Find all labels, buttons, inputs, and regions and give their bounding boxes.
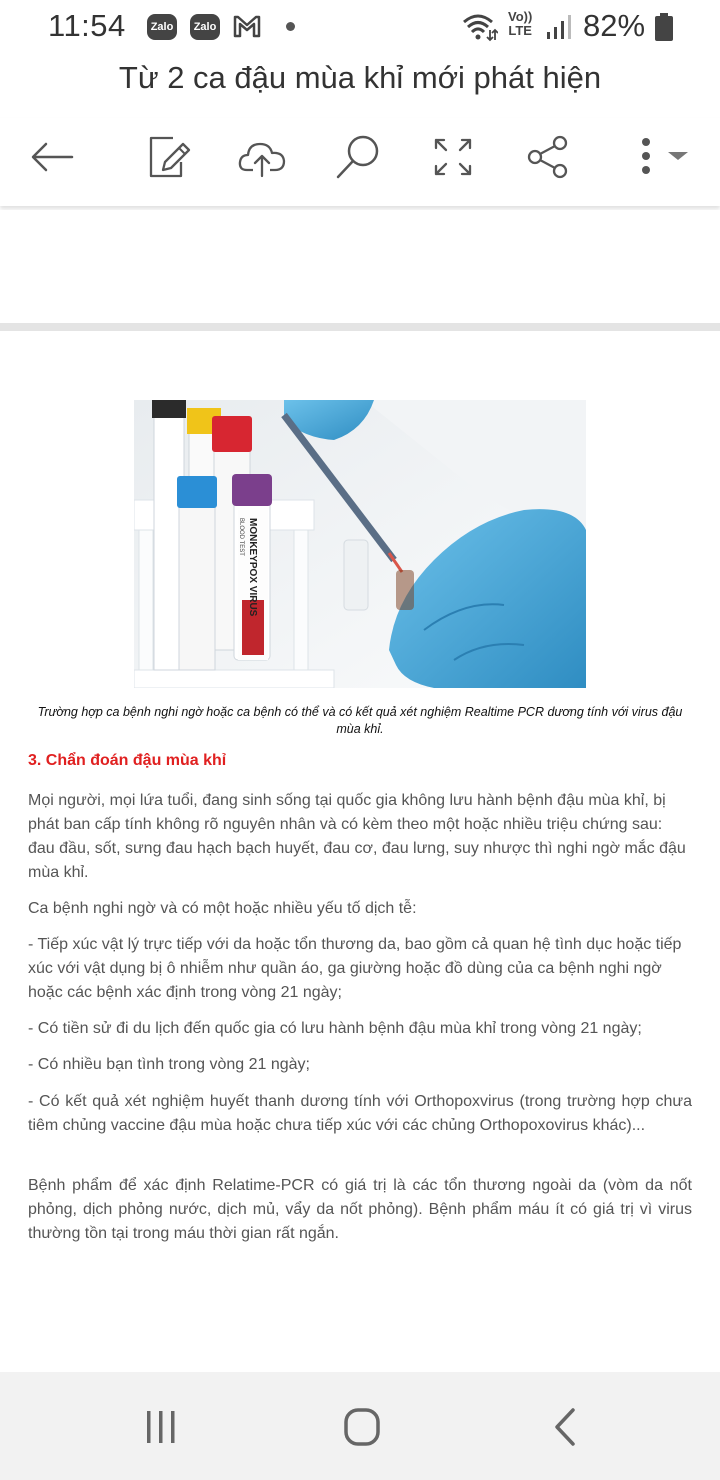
recent-apps-icon[interactable]: [136, 1402, 186, 1452]
bullet-paragraph: - Có nhiều bạn tình trong vòng 21 ngày;: [28, 1056, 310, 1073]
body-paragraph: Bệnh phẩm để xác định Relatime-PCR có giá trị là các tổn thương ngoài da (vòm da nốt phỏng, dịch phỏng nước, dịch mủ, vẩy da nốt phỏng). Bệnh phẩm máu ít có giá trị vì virus thường tồn tại trong máu thời gian rất ngắn.: [28, 1177, 692, 1242]
previous-page-area: [0, 210, 720, 323]
fullscreen-icon[interactable]: [428, 132, 478, 182]
more-options-icon[interactable]: [630, 132, 694, 182]
search-icon[interactable]: [333, 132, 383, 182]
wifi-icon: [462, 12, 498, 42]
monkeypox-test-tube-photo: [134, 400, 586, 688]
page-separator: [0, 323, 720, 331]
battery-percentage: 82%: [583, 8, 646, 43]
home-icon[interactable]: [337, 1402, 387, 1452]
zalo-notification-icon: Zalo: [147, 14, 177, 40]
cloud-upload-icon[interactable]: [237, 132, 287, 182]
status-time: 11:54: [48, 8, 126, 43]
system-navigation-bar: [0, 1372, 720, 1480]
battery-icon: [655, 13, 673, 41]
bullet-paragraph: - Tiếp xúc vật lý trực tiếp với da hoặc tổn thương da, bao gồm cả quan hệ tình dục hoặc tiếp xúc với vật dụng bị ô nhiễm như quần áo, ga giường hoặc đồ dùng của ca bệnh nghi ngờ hoặc các bệnh xác định trong vòng 21 ngày;: [28, 936, 682, 1001]
edit-document-icon[interactable]: [143, 132, 193, 182]
tube-sublabel-text: BLOOD TEST: [238, 518, 244, 556]
signal-strength-icon: [546, 14, 572, 40]
back-arrow-icon[interactable]: [28, 132, 78, 182]
network-type-indicator: Vo)) LTE: [508, 9, 533, 38]
image-caption: Trường hợp ca bệnh nghi ngờ hoặc ca bệnh có thể và có kết quả xét nghiệm Realtime PCR dương tính với virus đậu mùa khỉ.: [37, 705, 683, 736]
zalo-notification-icon: Zalo: [190, 14, 220, 40]
gmail-icon: [232, 12, 262, 40]
bullet-paragraph: - Có kết quả xét nghiệm huyết thanh dương tính với Orthopoxvirus (trong trường hợp chưa tiêm chủng vaccine đậu mùa hoặc chưa tiếp xúc với các chủng Orthopoxovirus khác)...: [28, 1093, 692, 1134]
share-icon[interactable]: [523, 132, 573, 182]
more-notifications-icon: [286, 22, 295, 31]
tube-label-text: MONKEYPOX VIRUS: [247, 518, 258, 617]
back-icon[interactable]: [540, 1402, 590, 1452]
body-paragraph: Mọi người, mọi lứa tuổi, đang sinh sống tại quốc gia không lưu hành bệnh đậu mùa khỉ, bị phát ban cấp tính không rõ nguyên nhân và có kèm theo một hoặc nhiều triệu chứng sau: đau đầu, sốt, sưng đau hạch bạch huyết, đau cơ, đau lưng, suy nhược thì nghi ngờ mắc đậu mùa khỉ.: [28, 792, 686, 881]
body-paragraph: Ca bệnh nghi ngờ và có một hoặc nhiều yếu tố dịch tễ:: [28, 900, 417, 917]
bullet-paragraph: - Có tiền sử đi du lịch đến quốc gia có lưu hành bệnh đậu mùa khỉ trong vòng 21 ngày;: [28, 1020, 642, 1037]
reader-toolbar: [0, 118, 720, 206]
status-bar: [0, 0, 720, 56]
section-heading: 3. Chẩn đoán đậu mùa khỉ: [28, 752, 227, 769]
document-title: Từ 2 ca đậu mùa khỉ mới phát hiện: [118, 60, 602, 95]
